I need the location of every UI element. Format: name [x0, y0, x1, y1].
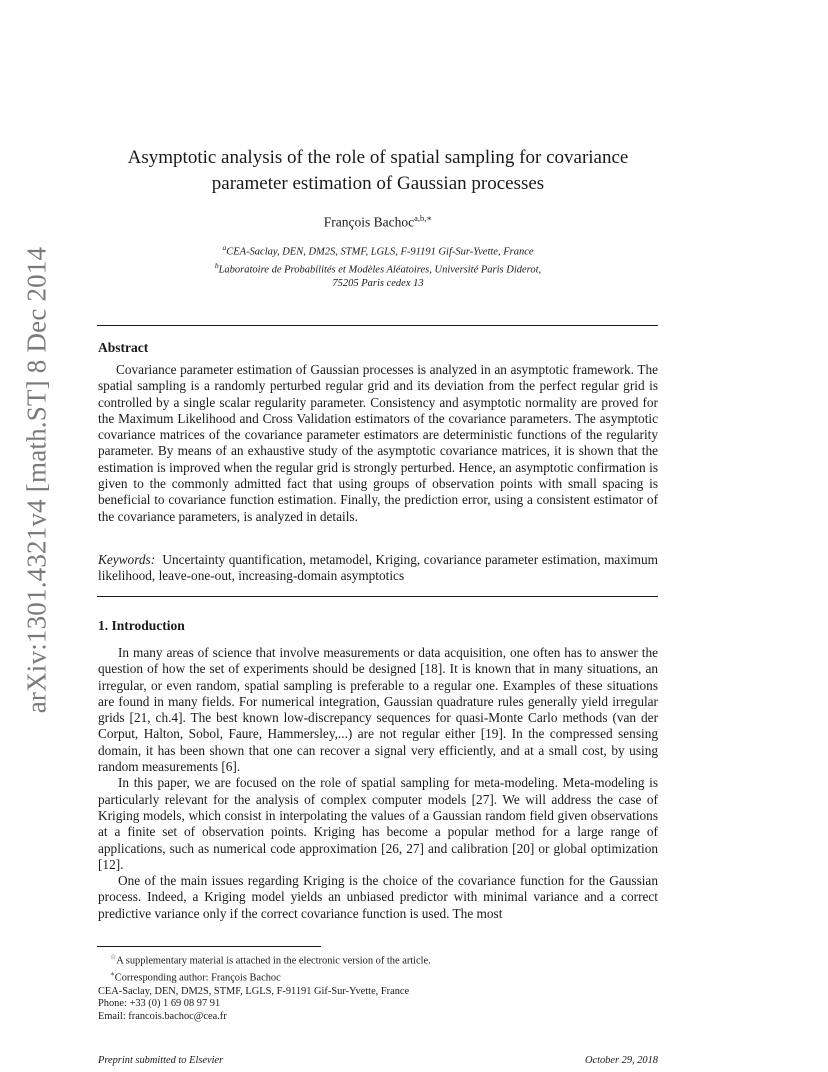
keywords-label: Keywords: — [98, 552, 156, 567]
footnote-phone: Phone: +33 (0) 1 69 08 97 91 — [98, 998, 221, 1010]
citation-link[interactable]: [12] — [98, 856, 121, 872]
footer-date: October 29, 2018 — [584, 1055, 658, 1066]
paragraph-1: In many areas of science that involve measurements or data acquisition, one often has to answer the question of how the set of experiments should be designed [18]. It is known that in many situations, an irregular, or even random, spatial sampling is preferable to a regular one. Examples of these situations are found in many fields. For numerical integration, Gaussian quadrature rules generally yield irregular grids [21, ch.4]. The best known low-discrepancy sequences for quasi-Monte Carlo methods (van der Corput, Halton, Sobol, Faure, Hammersley,...) are not regular either [19]. In the compressed sensing domain, it has been shown that one can recover a signal very efficiently, and at a small cost, by using random measurements [6]. — [98, 645, 658, 775]
section-heading-introduction: 1. Introduction — [98, 618, 185, 633]
affiliations — [98, 241, 658, 291]
abstract-text: Covariance parameter estimation of Gaussian processes is analyzed in an asymptotic framework. The spatial sampling is a randomly perturbed regular grid and its deviation from the perfect regular grid is controlled by a single scalar regularity parameter. Consistency and asymptotic normality are proved for the Maximum Likelihood and Cross Validation estimators of the covariance parameters. The asymptotic covariance matrices of the covariance parameter estimators are deterministic functions of the regularity parameter. By means of an exhaustive study of the asymptotic covariance matrices, it is shown that the estimation is improved when the regular grid is strongly perturbed. Hence, an asymptotic confirmation is given to the commonly admitted fact that using groups of observation points with small spacing is beneficial to covariance function estimation. Finally, the prediction error, using a consistent estimator of the covariance parameters, is analyzed in details. — [98, 362, 658, 524]
citation-link[interactable]: [26, 27] — [381, 840, 424, 856]
footnote-email: Email: francois.bachoc@cea.fr — [98, 1011, 227, 1023]
author-name: François Bachoc — [323, 214, 415, 230]
abstract-heading: Abstract — [98, 340, 149, 355]
citation-link[interactable]: [21 — [129, 710, 148, 726]
bottom-divider — [97, 596, 658, 597]
affiliation-b-cont: 75205 Paris cedex 13 — [332, 278, 424, 289]
introduction-body — [98, 645, 658, 922]
keywords-text: Uncertainty quantification, metamodel, Kriging, covariance parameter estimation, maximum likelihood, leave-one-out, increasing-domain asymptotics — [98, 552, 658, 584]
paper-title: Asymptotic analysis of the role of spatial sampling for covariance parameter estimation of Gaussian processes — [127, 147, 629, 194]
affiliation-b: $^b$Laboratoire de Probabilités et Modèles Aléatoires, Université Paris Diderot, — [214, 261, 542, 276]
citation-link[interactable]: [6] — [221, 759, 237, 775]
footnote-address: CEA-Saclay, DEN, DM2S, STMF, LGLS, F-91191 Gif-Sur-Yvette, France — [98, 985, 410, 997]
citation-link[interactable]: [18] — [420, 661, 443, 677]
footnote-divider — [97, 946, 321, 947]
author-marks: a,b,∗ — [414, 213, 433, 223]
footnotes — [98, 951, 658, 1024]
citation-link[interactable]: [27] — [471, 791, 494, 807]
paragraph-2: In this paper, we are focused on the role of spatial sampling for meta-modeling. Meta-modeling is particularly relevant for the analysis of complex computer models [27]. We will address the case of Kriging models, which consist in interpolating the values of a Gaussian random field given observations at a finite set of observation points. Kriging has become a popular method for a large range of applications, such as numerical code approximation [26, 27] and calibration [20] or global optimization [12]. — [98, 775, 658, 872]
citation-link[interactable]: [19] — [480, 726, 503, 742]
paragraph-3: One of the main issues regarding Kriging is the choice of the covariance function for the Gaussian process. Indeed, a Kriging model yields an unbiased predictor with minimal variance and a correct predictive variance only if the correct covariance function is used. The most — [98, 873, 658, 921]
citation-link[interactable]: [20] — [512, 840, 535, 856]
keywords — [98, 552, 658, 585]
footnote-corresponding: ∗Corresponding author: François Bachoc — [110, 970, 281, 984]
author-line — [98, 213, 658, 231]
top-divider — [97, 325, 658, 326]
footer-preprint: Preprint submitted to Elsevier — [98, 1055, 224, 1066]
affiliation-a: $^a$CEA-Saclay, DEN, DM2S, STMF, LGLS, F-91191 Gif-Sur-Yvette, France — [222, 243, 534, 258]
footnote-supplementary: ☆A supplementary material is attached in the electronic version of the article. — [110, 953, 431, 967]
